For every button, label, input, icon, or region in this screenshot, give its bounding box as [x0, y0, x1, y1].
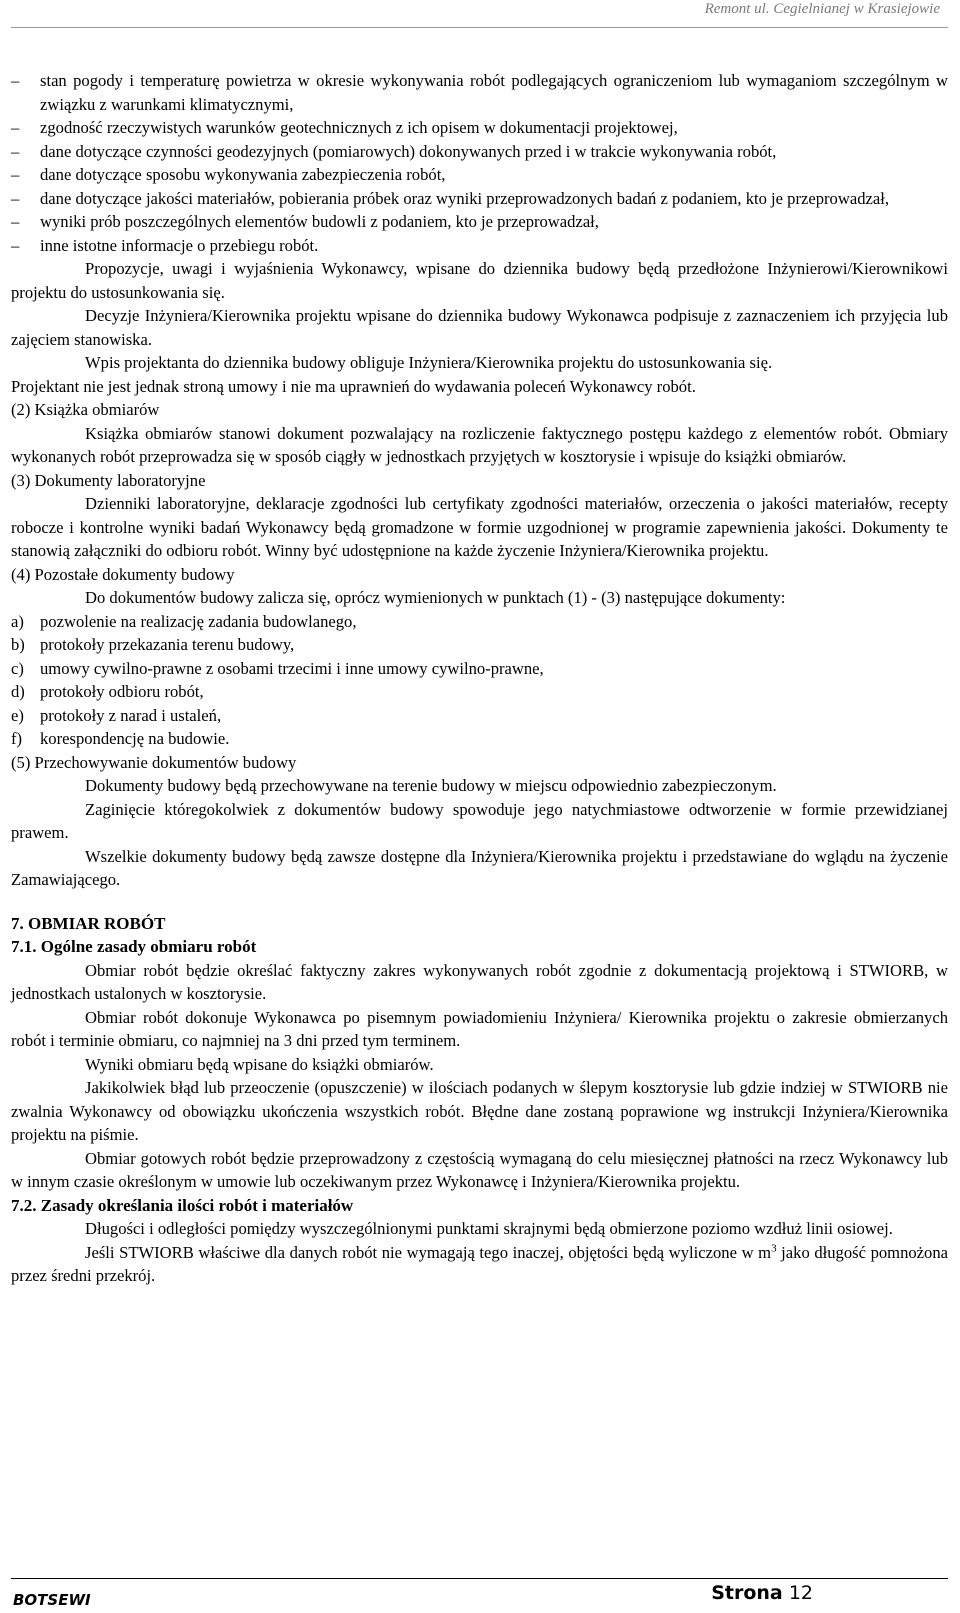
list-item: b) protokoły przekazania terenu budowy, — [11, 635, 295, 654]
paragraph: Wszelkie dokumenty budowy będą zawsze dostępne dla Inżyniera/Kierownika projektu i przedstawiane do wglądu na życzenie Zamawiającego. — [11, 846, 948, 889]
list-item: – zgodność rzeczywistych warunków geotechnicznych z ich opisem w dokumentacji projektowej, — [11, 116, 948, 140]
paragraph: Dzienniki laboratoryjne, deklaracje zgodności lub certyfikaty zgodności materiałów, orzeczenia o jakości materiałów, recepty robocze i kontrolne wyniki badań Wykonawcy będą gromadzone w formie uzgodnionej w programie zapewnienia jakości. Dokumenty te stanowią załączniki do odbioru robót. Winny być udostępnione na każde życzenie Inżyniera/Kierownika projektu. — [11, 494, 948, 560]
list-item: c) umowy cywilno-prawne z osobami trzecimi i inne umowy cywilno-prawne, — [11, 658, 544, 678]
subsection-heading: 7.1. Ogólne zasady obmiaru robót — [11, 937, 257, 956]
dash-bullet: – — [11, 235, 20, 255]
list-item: – dane dotyczące sposobu wykonywania zabezpieczenia robót, — [11, 163, 948, 187]
dash-bullet: – — [11, 141, 20, 161]
paragraph: Jakikolwiek błąd lub przeoczenie (opuszczenie) w ilościach podanych w ślepym kosztorysie lub gdzie indziej w STWIORB nie zwalnia Wykonawcy od obowiązku ukończenia wszystkich robót. Błędne dane zostaną poprawione wg instrukcji Inżyniera/Kierownika projektu na piśmie. — [11, 1078, 948, 1144]
list-item: – dane dotyczące czynności geodezyjnych (pomiarowych) dokonywanych przed i w trakcie wykonywania robót, — [11, 140, 948, 164]
chapter-heading: 7. OBMIAR ROBÓT — [11, 913, 166, 933]
paragraph: Dokumenty budowy będą przechowywane na terenie budowy w miejscu odpowiednio zabezpieczonym. — [85, 776, 777, 795]
paragraph: Wyniki obmiaru będą wpisane do książki obmiarów. — [85, 1054, 434, 1074]
dash-bullet: – — [11, 118, 20, 137]
page-footer — [0, 1570, 960, 1613]
document-title: Remont ul. Cegielnianej w Krasiejowie — [704, 1, 940, 17]
dash-bullet: – — [11, 165, 20, 184]
paragraph: Decyzje Inżyniera/Kierownika projektu wpisane do dziennika budowy Wykonawca podpisuje z zaznaczeniem ich przyjęcia lub zajęciem stanowiska. — [11, 306, 948, 349]
section-heading: (2) Książka obmiarów — [11, 400, 160, 419]
list-item: e) protokoły z narad i ustaleń, — [11, 705, 222, 725]
paragraph: Obmiar robót dokonuje Wykonawca po pisemnym powiadomieniu Inżyniera/ Kierownika projektu o zakresie obmierzanych robót i terminie obmiaru, co najmniej na 3 dni przed tym terminem. — [11, 1007, 948, 1050]
paragraph: Wpis projektanta do dziennika budowy obliguje Inżyniera/Kierownika projektu do ustosunkowania się. — [85, 353, 773, 372]
section-heading: (3) Dokumenty laboratoryjne — [11, 470, 206, 490]
list-item: – inne istotne informacje o przebiegu robót. — [11, 234, 948, 258]
dash-bullet: – — [11, 188, 20, 208]
paragraph: Zaginięcie któregokolwiek z dokumentów budowy spowoduje jego natychmiastowe odtworzenie w formie przewidzianej prawem. — [11, 799, 948, 842]
footer-brand: BOTSEWI — [13, 1591, 91, 1609]
list-item: – wyniki prób poszczególnych elementów budowli z podaniem, kto je przeprowadzał, — [11, 210, 948, 234]
paragraph: Długości i odległości pomiędzy wyszczególnionymi punktami skrajnymi będą obmierzone poziomo wzdłuż linii osiowej. — [85, 1219, 893, 1238]
section-heading: (5) Przechowywanie dokumentów budowy — [11, 752, 297, 772]
dash-bullet: – — [11, 71, 20, 90]
footer-divider — [11, 1578, 948, 1579]
paragraph: Jeśli STWIORB właściwe dla danych robót nie wymagają tego inaczej, objętości będą wyliczone w $m^3$ jako długość pomnożona przez średni przekrój. — [11, 1241, 948, 1285]
paragraph: Książka obmiarów stanowi dokument pozwalający na rozliczenie faktycznego postępu każdego z elementów robót. Obmiary wykonanych robót przeprowadza się w sposób ciągły w jednostkach przyjętych w kosztorysie i wpisuje do książki obmiarów. — [11, 423, 948, 466]
header-divider — [11, 27, 948, 28]
list-item: – stan pogody i temperaturę powietrza w okresie wykonywania robót podlegających ograniczeniom lub wymaganiom szczególnym w związku z warunkami klimatycznymi, — [11, 71, 948, 114]
subsection-heading: 7.2. Zasady określania ilości robót i materiałów — [11, 1195, 354, 1215]
section-heading: (4) Pozostałe dokumenty budowy — [11, 564, 235, 584]
paragraph: Obmiar gotowych robót będzie przeprowadzony z częstością wymaganą do celu miesięcznej płatności na rzecz Wykonawcy lub w innym czasie określonym w umowie lub oczekiwanym przez Wykonawcę i Inżyniera/Kierownika projektu. — [11, 1148, 948, 1191]
paragraph: Obmiar robót będzie określać faktyczny zakres wykonywanych robót zgodnie z dokumentacją projektową i STWIORB, w jednostkach ustalonych w kosztorysie. — [11, 960, 948, 1003]
dash-bullet: – — [11, 212, 20, 231]
page-header — [0, 0, 960, 32]
list-item: f) korespondencję na budowie. — [11, 729, 230, 748]
paragraph: Projektant nie jest jednak stroną umowy i nie ma uprawnień do wydawania poleceń Wykonawcy robót. — [11, 376, 696, 396]
list-item: d) protokoły odbioru robót, — [11, 682, 204, 701]
list-item: a) pozwolenie na realizację zadania budowlanego, — [11, 611, 357, 631]
diary-entries-list — [11, 69, 948, 257]
documents-list — [11, 610, 948, 751]
page-number: Strona 12 — [711, 1582, 813, 1604]
list-item: – dane dotyczące jakości materiałów, pobierania próbek oraz wyniki przeprowadzonych badań z podaniem, kto je przeprowadzał, — [11, 187, 948, 211]
superscript: 3 — [771, 1241, 777, 1254]
paragraph: Do dokumentów budowy zalicza się, oprócz wymienionych w punktach (1) - (3) następujące dokumenty: — [85, 588, 786, 607]
paragraph: Propozycje, uwagi i wyjaśnienia Wykonawcy, wpisane do dziennika budowy będą przedłożone Inżynierowi/Kierownikowi projektu do ustosunkowania się. — [11, 259, 948, 302]
document-body — [11, 69, 948, 1288]
